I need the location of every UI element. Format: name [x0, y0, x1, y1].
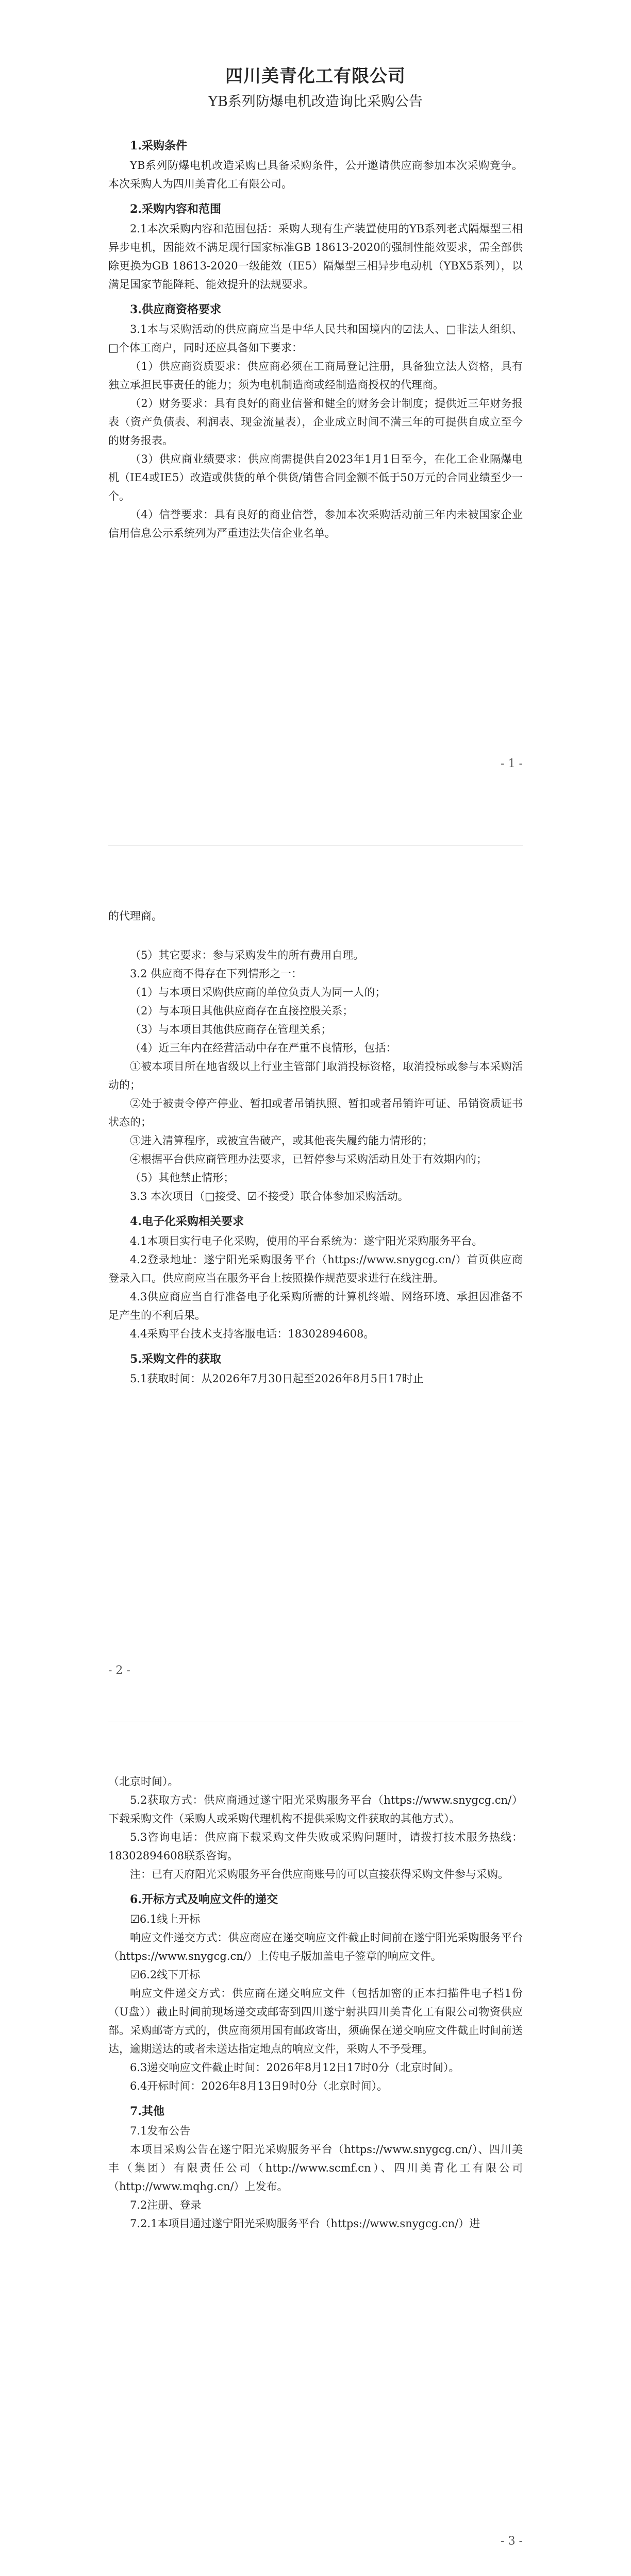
- section-1-text: YB系列防爆电机改造采购已具备采购条件，公开邀请供应商参加本次采购竞争。本次采购人为四川美青化工有限公司。: [108, 159, 523, 190]
- section-4-heading: 4.电子化采购相关要求: [130, 1215, 244, 1228]
- section-3-heading: 3.供应商资格要求: [130, 303, 221, 316]
- text-line: 6.3递交响应文件截止时间：2026年8月12日17时0分（北京时间）。: [130, 2061, 460, 2074]
- document-subtitle: YB系列防爆电机改造询比采购公告: [208, 94, 423, 110]
- text-line: （5）其他禁止情形；: [130, 1172, 235, 1184]
- section-1-heading: 1.采购条件: [130, 139, 187, 152]
- text-line: （4）近三年内在经营活动中存在严重不良情形，包括：: [130, 1042, 397, 1054]
- text-line: 6.4开标时间：2026年8月13日9时0分（北京时间）。: [130, 2080, 388, 2092]
- text-line: （5）其它要求：参与采购发生的所有费用自理。: [130, 949, 364, 961]
- section-3-text-3: （2）财务要求：具有良好的商业信誉和健全的财务会计制度；提供近三年财务报表（资产负债表、利润表、现金流量表），企业成立时间不满三年的可提供自成立至今的财务报表。: [108, 397, 523, 447]
- section-3-text-5: （4）信誉要求：具有良好的商业信誉，参加本次采购活动前三年内未被国家企业信用信息公示系统列为严重违法失信企业名单。: [108, 509, 523, 539]
- text-line: 注：已有天府阳光采购服务平台供应商账号的可以直接获得采购文件参与采购。: [130, 1868, 509, 1880]
- text-line: ☑6.2线下开标: [130, 1969, 201, 1981]
- text-line: 5.2获取方式：供应商通过遂宁阳光采购服务平台（https://www.snygcg.cn/）下载采购文件（采购人或采购代理机构不提供采购文件获取的其他方式）。: [108, 1794, 523, 1825]
- text-line: 7.2.1本项目通过遂宁阳光采购服务平台（https://www.snygcg.cn/）进: [130, 2217, 480, 2230]
- page-number: - 3 -: [501, 2535, 523, 2548]
- text-line: 3.2 供应商不得存在下列情形之一：: [130, 968, 303, 980]
- page-2-content: [108, 907, 523, 1388]
- text-line: 响应文件递交方式：供应商应在递交响应文件截止时间前在遂宁阳光采购服务平台（https://www.snygcg.cn/）上传电子版加盖电子签章的响应文件。: [108, 1931, 523, 1962]
- section-2-text: 2.1本次采购内容和范围包括：采购人现有生产装置使用的YB系列老式隔爆型三相异步电机，因能效不满足现行国家标准GB 18613-2020的强制性能效要求，需全部供除更换为GB 18613-2020一级能效（IE5）隔爆型三相异步电动机（YBX5系列），以满足国家节能降耗、能效提升的法规要求。: [108, 223, 523, 291]
- text-line: （1）与本项目采购供应商的单位负责人为同一人的；: [130, 986, 386, 998]
- text-line: 4.4采购平台技术支持客服电话：18302894608。: [130, 1328, 375, 1340]
- text-line: 4.2登录地址：遂宁阳光采购服务平台（https://www.snygcg.cn/）首页供应商登录入口。供应商应当在服务平台上按照操作规范要求进行在线注册。: [108, 1253, 523, 1284]
- text-line: 4.3供应商应当自行准备电子化采购所需的计算机终端、网络环境、承担因准备不足产生的不利后果。: [108, 1291, 523, 1321]
- text-line: 5.1获取时间：从2026年7月30日起至2026年8月5日17时止: [130, 1372, 424, 1385]
- text-line: 的代理商。: [108, 910, 162, 922]
- text-line: （3）与本项目其他供应商存在管理关系；: [130, 1023, 332, 1036]
- section-2-heading: 2.采购内容和范围: [130, 202, 221, 216]
- page-number: - 2 -: [108, 1664, 130, 1677]
- text-line: 本项目采购公告在遂宁阳光采购服务平台（https://www.snygcg.cn/）、四川美丰（集团）有限责任公司（http://www.scmf.cn）、四川美青化工有限公司（http://www.mqhg.cn/）上发布。: [108, 2143, 523, 2193]
- text-line: 5.3咨询电话：供应商下载采购文件失败或采购问题时，请拨打技术服务热线：18302894608联系咨询。: [108, 1831, 523, 1862]
- section-3-text-1: 3.1本与采购活动的供应商应当是中华人民共和国境内的☑法人、□非法人组织、□个体工商户，同时还应具备如下要求：: [108, 323, 523, 354]
- section-3-text-4: （3）供应商业绩要求：供应商需提供自2023年1月1日至今，在化工企业隔爆电机（IE4或IE5）改造或供货的单个供货/销售合同金额不低于50万元的合同业绩至少一个。: [108, 453, 523, 502]
- page-1-content: [108, 62, 523, 543]
- page-2: [0, 871, 631, 1741]
- section-5-heading: 5.采购文件的获取: [130, 1352, 221, 1366]
- text-line: 3.3 本次项目（□接受、☑不接受）联合体参加采购活动。: [130, 1190, 409, 1202]
- section-7-heading: 7.其他: [130, 2105, 164, 2118]
- text-line: ①被本项目所在地省级以上行业主管部门取消投标资格，取消投标或参与本采购活动的；: [108, 1060, 523, 1091]
- text-line: ④根据平台供应商管理办法要求，已暂停参与采购活动且处于有效期内的；: [130, 1153, 487, 1165]
- text-line: ③进入清算程序，或被宣告破产，或其他丧失履约能力情形的；: [130, 1134, 433, 1147]
- text-line: （北京时间）。: [108, 1775, 179, 1788]
- page-3-content: [108, 1772, 523, 2233]
- text-line: 响应文件递交方式：供应商在递交响应文件（包括加密的正本扫描件电子档1份（U盘））截止时间前现场递交或邮寄到四川遂宁射洪四川美青化工有限公司物资供应部。采购邮寄方式的，供应商须用国有邮政寄出，须确保在递交响应文件截止时间前送达，逾期送达的或者未送达指定地点的响应文件，采购人不予受理。: [108, 1987, 523, 2055]
- document-title: 四川美青化工有限公司: [225, 66, 406, 87]
- section-6-heading: 6.开标方式及响应文件的递交: [130, 1893, 278, 1906]
- page-number: - 1 -: [501, 757, 523, 770]
- text-line: 7.2注册、登录: [130, 2199, 202, 2211]
- text-line: ②处于被责令停产停业、暂扣或者吊销执照、暂扣或者吊销许可证、吊销资质证书状态的；: [108, 1097, 523, 1128]
- text-line: 7.1发布公告: [130, 2125, 191, 2137]
- text-line: （2）与本项目其他供应商存在直接控股关系；: [130, 1005, 354, 1017]
- section-3-text-2: （1）供应商资质要求：供应商必须在工商局登记注册，具备独立法人资格，具有独立承担民事责任的能力；须为电机制造商或经制造商授权的代理商。: [108, 360, 523, 391]
- page-1: [0, 0, 631, 871]
- text-line: ☑6.1线上开标: [130, 1913, 201, 1925]
- text-line: 4.1本项目实行电子化采购，使用的平台系统为：遂宁阳光采购服务平台。: [130, 1235, 483, 1247]
- page-3: [0, 1741, 631, 2576]
